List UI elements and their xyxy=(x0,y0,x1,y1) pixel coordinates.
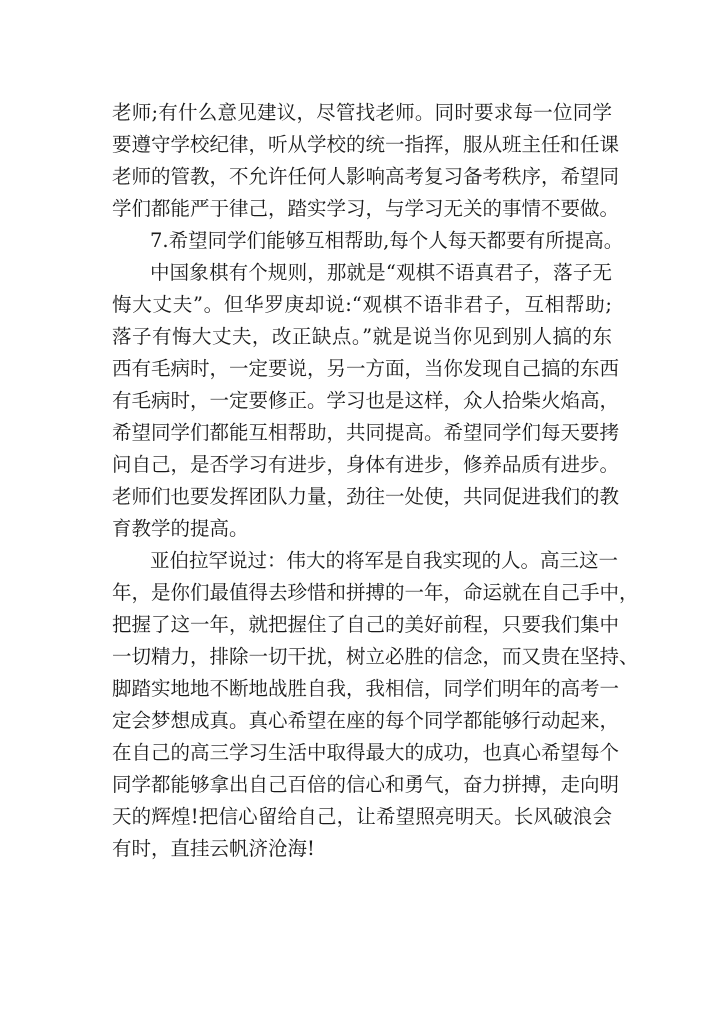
numbered-point-heading: 7.希望同学们能够互相帮助,每个人每天都要有所提高。 xyxy=(150,229,624,252)
text-line: 脚踏实地地不断地战胜自我，我相信，同学们明年的高考一 xyxy=(112,677,620,700)
text-line: 定会梦想成真。真心希望在座的每个同学都能够行动起来， xyxy=(112,709,620,732)
text-line: 育教学的提高。 xyxy=(112,517,249,540)
text-line: 悔大丈夫”。但华罗庚却说:“观棋不语非君子，互相帮助; xyxy=(112,293,612,316)
text-line: 西有毛病时，一定要说，另一方面，当你发现自己搞的东西 xyxy=(112,357,620,380)
text-line: 天的辉煌!把信心留给自己，让希望照亮明天。长风破浪会 xyxy=(112,805,612,828)
text-line: 有毛病时，一定要修正。学习也是这样，众人拾柴火焰高， xyxy=(112,389,620,412)
text-line: 老师的管教，不允许任何人影响高考复习备考秩序，希望同 xyxy=(112,165,620,188)
text-line: 一切精力，排除一切干扰，树立必胜的信念，而又贵在坚持、 xyxy=(112,645,639,668)
text-line: 老师;有什么意见建议，尽管找老师。同时要求每一位同学 xyxy=(112,101,612,124)
text-line: 问自己，是否学习有进步，身体有进步，修养品质有进步。 xyxy=(112,453,620,476)
text-line: 要遵守学校纪律，听从学校的统一指挥，服从班主任和任课 xyxy=(112,133,620,156)
text-line: 同学都能够拿出自己百倍的信心和勇气，奋力拼搏，走向明 xyxy=(112,773,620,796)
text-line: 有时，直挂云帆济沧海! xyxy=(112,837,315,860)
text-line: 把握了这一年，就把握住了自己的美好前程，只要我们集中 xyxy=(112,613,620,636)
document-body xyxy=(112,97,639,865)
text-line: 老师们也要发挥团队力量，劲往一处使，共同促进我们的教 xyxy=(112,485,620,508)
text-line: 学们都能严于律己，踏实学习，与学习无关的事情不要做。 xyxy=(112,197,620,220)
text-line: 希望同学们都能互相帮助，共同提高。希望同学们每天要拷 xyxy=(112,421,620,444)
text-line: 落子有悔大丈夫，改正缺点。”就是说当你见到别人搞的东 xyxy=(112,325,612,348)
text-line: 年，是你们最值得去珍惜和拼搏的一年，命运就在自己手中， xyxy=(112,581,639,604)
text-line: 在自己的高三学习生活中取得最大的成功，也真心希望每个 xyxy=(112,741,620,764)
text-line: 亚伯拉罕说过：伟大的将军是自我实现的人。高三这一 xyxy=(150,549,619,572)
text-line: 中国象棋有个规则，那就是“观棋不语真君子，落子无 xyxy=(150,261,612,284)
